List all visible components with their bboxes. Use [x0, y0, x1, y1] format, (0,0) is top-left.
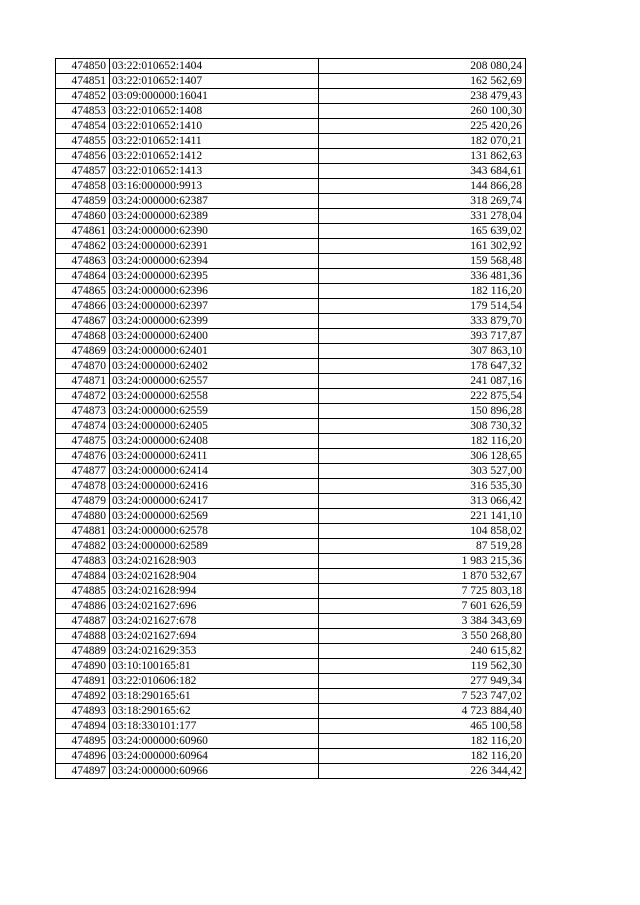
cadastral-number-cell: 03:09:000000:16041 — [110, 89, 319, 104]
row-number-cell: 474861 — [56, 224, 110, 239]
row-number-cell: 474878 — [56, 479, 110, 494]
cadastral-number-cell: 03:24:000000:62399 — [110, 314, 319, 329]
row-number-cell: 474888 — [56, 629, 110, 644]
row-number-cell: 474868 — [56, 329, 110, 344]
row-number-cell: 474857 — [56, 164, 110, 179]
cadastral-number-cell: 03:22:010652:1412 — [110, 149, 319, 164]
cadastral-number-cell: 03:24:000000:62408 — [110, 434, 319, 449]
cadastral-number-cell: 03:18:330101:177 — [110, 719, 319, 734]
row-number-cell: 474865 — [56, 284, 110, 299]
table-row — [56, 164, 526, 179]
cadastral-number-cell: 03:24:000000:62557 — [110, 374, 319, 389]
row-number-cell: 474877 — [56, 464, 110, 479]
table-row — [56, 689, 526, 704]
cadastral-value-cell: 333 879,70 — [319, 314, 526, 329]
cadastral-number-cell: 03:22:010652:1408 — [110, 104, 319, 119]
table-row — [56, 569, 526, 584]
row-number-cell: 474894 — [56, 719, 110, 734]
cadastral-value-cell: 336 481,36 — [319, 269, 526, 284]
row-number-cell: 474884 — [56, 569, 110, 584]
cadastral-number-cell: 03:24:021628:904 — [110, 569, 319, 584]
row-number-cell: 474866 — [56, 299, 110, 314]
table-row — [56, 524, 526, 539]
cadastral-number-cell: 03:24:000000:60964 — [110, 749, 319, 764]
cadastral-number-cell: 03:24:000000:62395 — [110, 269, 319, 284]
cadastral-value-cell: 208 080,24 — [319, 59, 526, 74]
row-number-cell: 474873 — [56, 404, 110, 419]
cadastral-value-table — [55, 58, 526, 779]
cadastral-number-cell: 03:24:000000:62397 — [110, 299, 319, 314]
table-row — [56, 449, 526, 464]
table-row — [56, 314, 526, 329]
cadastral-value-cell: 260 100,30 — [319, 104, 526, 119]
row-number-cell: 474880 — [56, 509, 110, 524]
cadastral-value-cell: 161 302,92 — [319, 239, 526, 254]
table-row — [56, 269, 526, 284]
cadastral-value-cell: 465 100,58 — [319, 719, 526, 734]
table-row — [56, 419, 526, 434]
cadastral-value-cell: 3 550 268,80 — [319, 629, 526, 644]
row-number-cell: 474893 — [56, 704, 110, 719]
row-number-cell: 474883 — [56, 554, 110, 569]
row-number-cell: 474860 — [56, 209, 110, 224]
table-row — [56, 224, 526, 239]
table-row — [56, 284, 526, 299]
table-row — [56, 599, 526, 614]
table-row — [56, 434, 526, 449]
row-number-cell: 474854 — [56, 119, 110, 134]
row-number-cell: 474879 — [56, 494, 110, 509]
cadastral-value-cell: 226 344,42 — [319, 764, 526, 779]
row-number-cell: 474863 — [56, 254, 110, 269]
row-number-cell: 474852 — [56, 89, 110, 104]
cadastral-number-cell: 03:24:000000:62400 — [110, 329, 319, 344]
row-number-cell: 474874 — [56, 419, 110, 434]
cadastral-number-cell: 03:24:000000:62569 — [110, 509, 319, 524]
cadastral-value-cell: 119 562,30 — [319, 659, 526, 674]
table-row — [56, 734, 526, 749]
cadastral-number-cell: 03:24:021628:994 — [110, 584, 319, 599]
cadastral-value-cell: 241 087,16 — [319, 374, 526, 389]
row-number-cell: 474856 — [56, 149, 110, 164]
table-row — [56, 509, 526, 524]
table-row — [56, 704, 526, 719]
cadastral-number-cell: 03:24:000000:62389 — [110, 209, 319, 224]
table-row — [56, 119, 526, 134]
row-number-cell: 474858 — [56, 179, 110, 194]
cadastral-number-cell: 03:24:000000:62394 — [110, 254, 319, 269]
cadastral-value-cell: 182 116,20 — [319, 734, 526, 749]
table-row — [56, 644, 526, 659]
cadastral-number-cell: 03:24:000000:62417 — [110, 494, 319, 509]
row-number-cell: 474897 — [56, 764, 110, 779]
table-row — [56, 329, 526, 344]
row-number-cell: 474896 — [56, 749, 110, 764]
cadastral-number-cell: 03:24:000000:60960 — [110, 734, 319, 749]
cadastral-value-cell: 144 866,28 — [319, 179, 526, 194]
cadastral-number-cell: 03:22:010652:1411 — [110, 134, 319, 149]
row-number-cell: 474881 — [56, 524, 110, 539]
cadastral-value-cell: 308 730,32 — [319, 419, 526, 434]
cadastral-number-cell: 03:24:000000:60966 — [110, 764, 319, 779]
cadastral-number-cell: 03:24:000000:62387 — [110, 194, 319, 209]
cadastral-number-cell: 03:24:000000:62405 — [110, 419, 319, 434]
cadastral-number-cell: 03:22:010652:1413 — [110, 164, 319, 179]
cadastral-number-cell: 03:24:000000:62391 — [110, 239, 319, 254]
cadastral-value-cell: 7 601 626,59 — [319, 599, 526, 614]
row-number-cell: 474871 — [56, 374, 110, 389]
cadastral-number-cell: 03:24:000000:62402 — [110, 359, 319, 374]
cadastral-value-cell: 393 717,87 — [319, 329, 526, 344]
row-number-cell: 474870 — [56, 359, 110, 374]
cadastral-value-cell: 1 870 532,67 — [319, 569, 526, 584]
cadastral-number-cell: 03:24:021629:353 — [110, 644, 319, 659]
cadastral-value-cell: 150 896,28 — [319, 404, 526, 419]
cadastral-value-cell: 104 858,02 — [319, 524, 526, 539]
table-row — [56, 719, 526, 734]
row-number-cell: 474872 — [56, 389, 110, 404]
cadastral-number-cell: 03:24:000000:62589 — [110, 539, 319, 554]
cadastral-number-cell: 03:22:010652:1410 — [110, 119, 319, 134]
cadastral-value-cell: 182 116,20 — [319, 284, 526, 299]
cadastral-value-cell: 316 535,30 — [319, 479, 526, 494]
table-row — [56, 539, 526, 554]
table-row — [56, 674, 526, 689]
row-number-cell: 474850 — [56, 59, 110, 74]
cadastral-value-cell: 1 983 215,36 — [319, 554, 526, 569]
cadastral-number-cell: 03:24:021627:678 — [110, 614, 319, 629]
cadastral-number-cell: 03:24:000000:62401 — [110, 344, 319, 359]
table-row — [56, 554, 526, 569]
row-number-cell: 474885 — [56, 584, 110, 599]
row-number-cell: 474855 — [56, 134, 110, 149]
row-number-cell: 474876 — [56, 449, 110, 464]
table-body — [56, 59, 526, 779]
cadastral-value-cell: 87 519,28 — [319, 539, 526, 554]
cadastral-number-cell: 03:24:000000:62396 — [110, 284, 319, 299]
cadastral-value-cell: 182 116,20 — [319, 749, 526, 764]
cadastral-number-cell: 03:16:000000:9913 — [110, 179, 319, 194]
cadastral-value-cell: 3 384 343,69 — [319, 614, 526, 629]
table-row — [56, 659, 526, 674]
table-row — [56, 359, 526, 374]
table-row — [56, 194, 526, 209]
cadastral-number-cell: 03:18:290165:61 — [110, 689, 319, 704]
table-row — [56, 134, 526, 149]
table-row — [56, 254, 526, 269]
cadastral-value-cell: 343 684,61 — [319, 164, 526, 179]
cadastral-number-cell: 03:24:021627:696 — [110, 599, 319, 614]
cadastral-number-cell: 03:24:000000:62558 — [110, 389, 319, 404]
row-number-cell: 474875 — [56, 434, 110, 449]
cadastral-number-cell: 03:18:290165:62 — [110, 704, 319, 719]
cadastral-value-cell: 240 615,82 — [319, 644, 526, 659]
cadastral-number-cell: 03:24:000000:62559 — [110, 404, 319, 419]
cadastral-number-cell: 03:24:000000:62414 — [110, 464, 319, 479]
cadastral-value-cell: 165 639,02 — [319, 224, 526, 239]
table-row — [56, 59, 526, 74]
cadastral-value-cell: 331 278,04 — [319, 209, 526, 224]
table-row — [56, 374, 526, 389]
row-number-cell: 474895 — [56, 734, 110, 749]
table-row — [56, 389, 526, 404]
row-number-cell: 474891 — [56, 674, 110, 689]
table-row — [56, 89, 526, 104]
cadastral-value-cell: 318 269,74 — [319, 194, 526, 209]
row-number-cell: 474862 — [56, 239, 110, 254]
cadastral-value-cell: 179 514,54 — [319, 299, 526, 314]
cadastral-number-cell: 03:24:021628:903 — [110, 554, 319, 569]
cadastral-number-cell: 03:24:000000:62390 — [110, 224, 319, 239]
table-row — [56, 749, 526, 764]
table-row — [56, 479, 526, 494]
cadastral-number-cell: 03:10:100165:81 — [110, 659, 319, 674]
cadastral-value-cell: 182 070,21 — [319, 134, 526, 149]
row-number-cell: 474887 — [56, 614, 110, 629]
cadastral-number-cell: 03:24:000000:62578 — [110, 524, 319, 539]
cadastral-number-cell: 03:24:000000:62416 — [110, 479, 319, 494]
table-row — [56, 614, 526, 629]
row-number-cell: 474886 — [56, 599, 110, 614]
cadastral-value-cell: 7 523 747,02 — [319, 689, 526, 704]
cadastral-number-cell: 03:24:021627:694 — [110, 629, 319, 644]
cadastral-value-cell: 178 647,32 — [319, 359, 526, 374]
table-row — [56, 629, 526, 644]
cadastral-value-cell: 313 066,42 — [319, 494, 526, 509]
cadastral-value-cell: 221 141,10 — [319, 509, 526, 524]
table-row — [56, 104, 526, 119]
table-row — [56, 179, 526, 194]
cadastral-value-cell: 225 420,26 — [319, 119, 526, 134]
table-row — [56, 239, 526, 254]
table-row — [56, 764, 526, 779]
cadastral-value-cell: 222 875,54 — [319, 389, 526, 404]
row-number-cell: 474851 — [56, 74, 110, 89]
row-number-cell: 474859 — [56, 194, 110, 209]
cadastral-number-cell: 03:22:010652:1407 — [110, 74, 319, 89]
row-number-cell: 474889 — [56, 644, 110, 659]
cadastral-value-cell: 131 862,63 — [319, 149, 526, 164]
row-number-cell: 474867 — [56, 314, 110, 329]
cadastral-value-cell: 182 116,20 — [319, 434, 526, 449]
row-number-cell: 474882 — [56, 539, 110, 554]
row-number-cell: 474853 — [56, 104, 110, 119]
table-row — [56, 464, 526, 479]
table-row — [56, 494, 526, 509]
cadastral-value-cell: 277 949,34 — [319, 674, 526, 689]
cadastral-value-cell: 303 527,00 — [319, 464, 526, 479]
cadastral-value-cell: 7 725 803,18 — [319, 584, 526, 599]
cadastral-value-cell: 159 568,48 — [319, 254, 526, 269]
cadastral-value-cell: 307 863,10 — [319, 344, 526, 359]
table-row — [56, 209, 526, 224]
table-row — [56, 149, 526, 164]
cadastral-number-cell: 03:22:010606:182 — [110, 674, 319, 689]
table-row — [56, 299, 526, 314]
cadastral-value-cell: 238 479,43 — [319, 89, 526, 104]
table-row — [56, 584, 526, 599]
cadastral-number-cell: 03:22:010652:1404 — [110, 59, 319, 74]
row-number-cell: 474864 — [56, 269, 110, 284]
row-number-cell: 474890 — [56, 659, 110, 674]
table-row — [56, 404, 526, 419]
row-number-cell: 474892 — [56, 689, 110, 704]
cadastral-value-cell: 4 723 884,40 — [319, 704, 526, 719]
cadastral-value-cell: 162 562,69 — [319, 74, 526, 89]
table-row — [56, 344, 526, 359]
row-number-cell: 474869 — [56, 344, 110, 359]
cadastral-value-cell: 306 128,65 — [319, 449, 526, 464]
cadastral-number-cell: 03:24:000000:62411 — [110, 449, 319, 464]
table-row — [56, 74, 526, 89]
